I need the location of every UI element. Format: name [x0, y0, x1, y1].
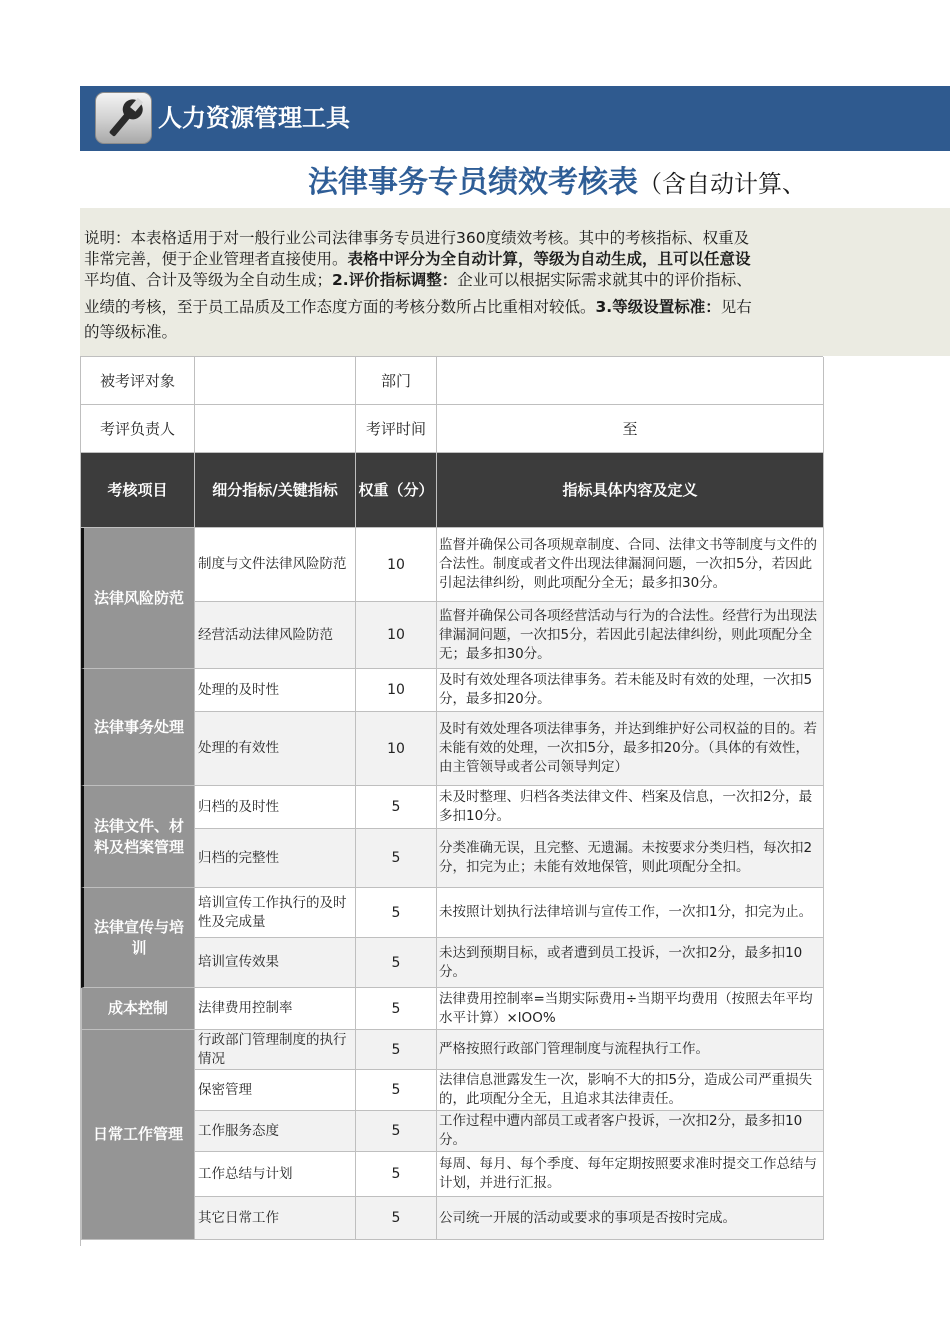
definition-cell: 未按照计划执行法律培训与宣传工作，一次扣1分，扣完为止。 [437, 888, 824, 938]
category-legal-affairs: 法律事务处理 [81, 669, 195, 786]
category-legal-risk: 法律风险防范 [81, 528, 195, 669]
definition-cell: 未及时整理、归档各类法律文件、档案及信息，一次扣2分，最多扣10分。 [437, 786, 824, 829]
note-line-2 [84, 249, 751, 269]
definition-cell: 未达到预期目标，或者遭到员工投诉，一次扣2分，最多扣10分。 [437, 938, 824, 988]
note-text: 平均值、合计及等级为全自动生成； [84, 271, 333, 289]
definition-cell: 及时有效处理各项法律事务。若未能及时有效的处理，一次扣5分，最多扣20分。 [437, 669, 824, 712]
definition-cell: 监督并确保公司各项经营活动与行为的合法性。经营行为出现法律漏洞问题，一次扣5分，若因此引起法律纠纷，则此项配分全无；最多扣30分。 [437, 602, 824, 669]
note-text: 见右 [720, 298, 752, 316]
evaluation-table [80, 356, 823, 1246]
wrench-icon [95, 92, 152, 144]
note-text: 非常完善，便于企业管理者直接使用。 [84, 250, 348, 268]
weight-cell: 5 [356, 786, 437, 829]
header-definition: 指标具体内容及定义 [437, 453, 824, 528]
weight-cell: 5 [356, 1070, 437, 1111]
dept-value-cell[interactable] [437, 357, 824, 405]
target-label: 被考评对象 [81, 357, 195, 405]
definition-cell: 法律信息泄露发生一次，影响不大的扣5分，造成公司严重损失的，此项配分全无，且追求其法律责任。 [437, 1070, 824, 1111]
note-line-1: 说明：本表格适用于对一般行业公司法律事务专员进行360度绩效考核。其中的考核指标、权重及 [84, 229, 750, 247]
weight-cell: 10 [356, 669, 437, 712]
time-value-cell[interactable]: 至 [437, 405, 824, 453]
indicator-cell: 归档的及时性 [195, 786, 356, 829]
indicator-cell: 培训宣传效果 [195, 938, 356, 988]
indicator-cell: 其它日常工作 [195, 1197, 356, 1240]
note-bold: 3.等级设置标准： [595, 298, 721, 316]
header-weight-line1: 权重 [358, 481, 389, 499]
indicator-cell: 法律费用控制率 [195, 988, 356, 1030]
indicator-cell: 行政部门管理制度的执行情况 [195, 1030, 356, 1070]
note-line-4 [84, 297, 752, 317]
dept-label: 部门 [356, 357, 437, 405]
weight-cell: 5 [356, 888, 437, 938]
app-banner [80, 86, 950, 151]
category-document-archive: 法律文件、材料及档案管理 [81, 786, 195, 888]
note-line-5: 的等级标准。 [84, 323, 178, 341]
category-daily-work: 日常工作管理 [81, 1030, 195, 1240]
definition-cell: 法律费用控制率=当期实际费用÷当期平均费用（按照去年平均水平计算）×lOO% [437, 988, 824, 1030]
indicator-cell: 经营活动法律风险防范 [195, 602, 356, 669]
header-indicator: 细分指标/关键指标 [195, 453, 356, 528]
indicator-cell: 处理的及时性 [195, 669, 356, 712]
weight-cell: 5 [356, 1111, 437, 1152]
definition-cell: 严格按照行政部门管理制度与流程执行工作。 [437, 1030, 824, 1070]
owner-value-cell[interactable] [195, 405, 356, 453]
weight-cell: 5 [356, 829, 437, 888]
owner-label: 考评负责人 [81, 405, 195, 453]
weight-cell: 5 [356, 938, 437, 988]
weight-cell: 5 [356, 1030, 437, 1070]
header-category: 考核项目 [81, 453, 195, 528]
definition-cell: 公司统一开展的活动或要求的事项是否按时完成。 [437, 1197, 824, 1240]
indicator-cell: 归档的完整性 [195, 829, 356, 888]
time-label: 考评时间 [356, 405, 437, 453]
title-main: 法律事务专员绩效考核表 [308, 165, 638, 200]
note-bold: 2.评价指标调整： [332, 271, 458, 289]
instructions-panel [80, 208, 950, 356]
note-line-3 [84, 270, 752, 290]
note-text: 企业可以根据实际需求就其中的评价指标、 [457, 271, 752, 289]
definition-cell: 分类准确无误，且完整、无遗漏。未按要求分类归档，每次扣2分，扣完为止；未能有效地保管，则此项配分全扣。 [437, 829, 824, 888]
definition-cell: 工作过程中遭内部员工或者客户投诉，一次扣2分，最多扣10分。 [437, 1111, 824, 1152]
category-cost-control: 成本控制 [81, 988, 195, 1030]
indicator-cell: 工作总结与计划 [195, 1152, 356, 1197]
note-text: 业绩的考核，至于员工品质及工作态度方面的考核分数所占比重相对较低。 [84, 298, 596, 316]
target-value-cell[interactable] [195, 357, 356, 405]
weight-cell: 5 [356, 1152, 437, 1197]
indicator-cell: 保密管理 [195, 1070, 356, 1111]
indicator-cell: 工作服务态度 [195, 1111, 356, 1152]
weight-cell: 10 [356, 712, 437, 786]
weight-cell: 5 [356, 1197, 437, 1240]
definition-cell: 及时有效处理各项法律事务，并达到维护好公司权益的目的。若未能有效的处理，一次扣5分，最多扣20分。（具体的有效性，由主管领导或者公司领导判定） [437, 712, 824, 786]
category-training: 法律宣传与培训 [81, 888, 195, 988]
weight-cell: 10 [356, 602, 437, 669]
header-weight-line2: （分） [388, 481, 434, 499]
document-title [308, 160, 950, 206]
definition-cell: 每周、每月、每个季度、每年定期按照要求准时提交工作总结与计划，并进行汇报。 [437, 1152, 824, 1197]
banner-title: 人力资源管理工具 [158, 104, 350, 132]
title-sub: （含自动计算、 [638, 170, 806, 198]
weight-cell: 5 [356, 988, 437, 1030]
header-weight [356, 453, 437, 528]
weight-cell: 10 [356, 528, 437, 602]
indicator-cell: 处理的有效性 [195, 712, 356, 786]
definition-cell: 监督并确保公司各项规章制度、合同、法律文书等制度与文件的合法性。制度或者文件出现法律漏洞问题，一次扣5分，若因此引起法律纠纷，则此项配分全无；最多扣30分。 [437, 528, 824, 602]
indicator-cell: 制度与文件法律风险防范 [195, 528, 356, 602]
indicator-cell: 培训宣传工作执行的及时性及完成量 [195, 888, 356, 938]
note-bold: 表格中评分为全自动计算，等级为自动生成，且可以任意设 [347, 250, 751, 268]
